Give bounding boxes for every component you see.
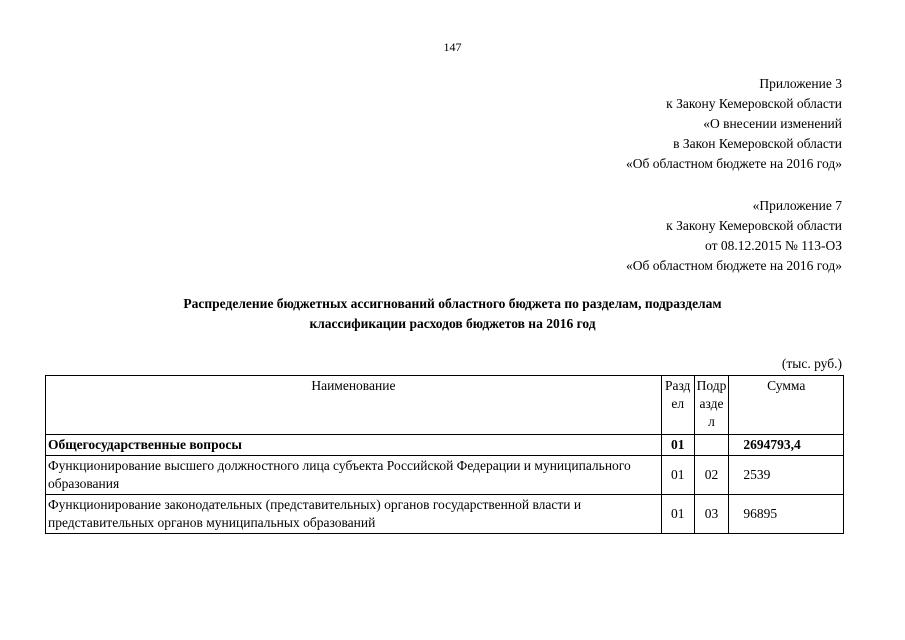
header-sum: Сумма <box>729 376 844 435</box>
table-header-row <box>46 376 844 435</box>
appendix-line: «Приложение 7 <box>752 198 842 213</box>
appendix-line: к Закону Кемеровской области <box>666 96 842 111</box>
header-subsection: Подраздел <box>694 376 729 435</box>
row-subsection: 03 <box>694 495 729 534</box>
appendix-line: Приложение 3 <box>759 76 842 91</box>
appendix-line: «Об областном бюджете на 2016 год» <box>626 258 842 273</box>
document-title-line: Распределение бюджетных ассигнований областного бюджета по разделам, подразделам <box>183 296 722 311</box>
table-row <box>46 435 844 456</box>
appendix-line: в Закон Кемеровской области <box>673 136 842 151</box>
row-section: 01 <box>661 495 694 534</box>
row-sum: 2694793,4 <box>729 435 844 456</box>
row-section: 01 <box>661 456 694 495</box>
appendix-header-7 <box>626 196 842 276</box>
budget-table <box>45 375 844 534</box>
row-sum: 96895 <box>729 495 844 534</box>
row-name: Функционирование высшего должностного лица субъекта Российской Федерации и муниципального образования <box>46 456 662 495</box>
row-section: 01 <box>661 435 694 456</box>
appendix-line: от 08.12.2015 № 113-ОЗ <box>705 238 842 253</box>
page-number: 147 <box>443 40 462 54</box>
table-row <box>46 495 844 534</box>
header-name: Наименование <box>46 376 662 435</box>
table-row <box>46 456 844 495</box>
units-label: (тыс. руб.) <box>781 356 842 371</box>
appendix-header-3 <box>626 74 842 174</box>
document-title <box>0 294 905 334</box>
appendix-line: «О внесении изменений <box>703 116 842 131</box>
appendix-line: «Об областном бюджете на 2016 год» <box>626 156 842 171</box>
row-subsection: 02 <box>694 456 729 495</box>
row-name: Общегосударственные вопросы <box>46 435 662 456</box>
row-name: Функционирование законодательных (представительных) органов государственной власти и представительных органов муниципальных образований <box>46 495 662 534</box>
header-section: Раздел <box>661 376 694 435</box>
row-subsection <box>694 435 729 456</box>
appendix-line: к Закону Кемеровской области <box>666 218 842 233</box>
document-title-line: классификации расходов бюджетов на 2016 год <box>309 316 596 331</box>
row-sum: 2539 <box>729 456 844 495</box>
